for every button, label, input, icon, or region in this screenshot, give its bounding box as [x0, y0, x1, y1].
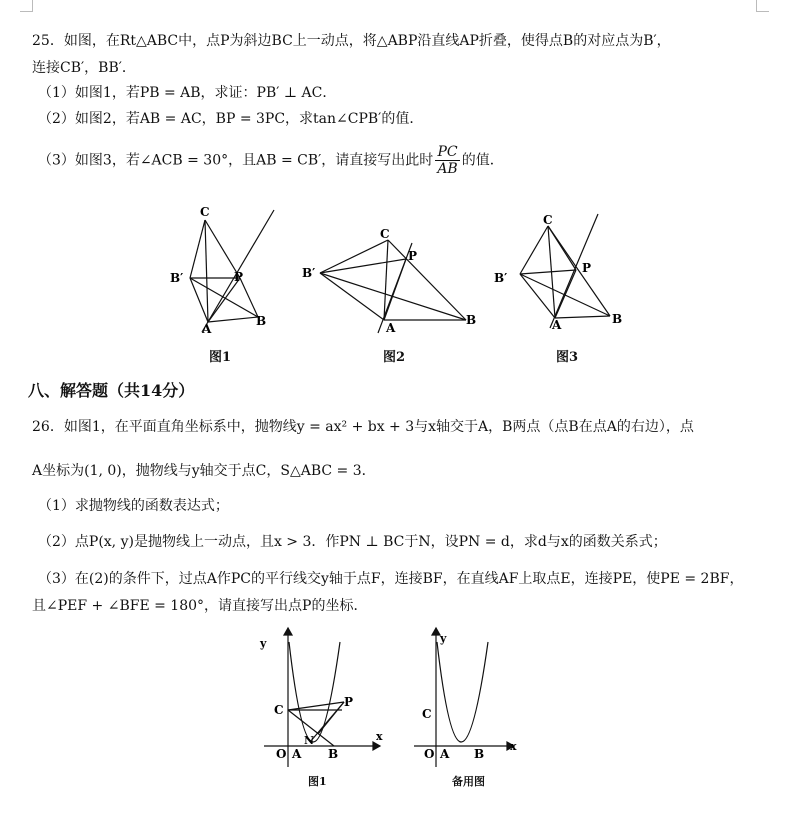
pc-over-ab-fraction — [435, 144, 459, 177]
label-c: C — [274, 703, 284, 717]
q26-part2: （2）点P(x, y)是抛物线上一动点，且x > 3．作PN ⊥ BC于N，设PN = d，求d与x的函数关系式； — [38, 534, 667, 550]
q26-line1: 26．如图1，在平面直角坐标系中，抛物线y = ax² + bx + 3与x轴交于A，B两点（点B在点A的右边），点 — [32, 419, 694, 435]
label-b: B — [612, 312, 623, 326]
q26-part3-line1: （3）在(2)的条件下，过点A作PC的平行线交y轴于点F，连接BF，在直线AF上取点E，连接PE，使PE = 2BF， — [38, 571, 744, 587]
q25-part1: （1）如图1，若PB = AB，求证：PB′ ⊥ AC． — [38, 85, 337, 101]
q25-part2: （2）如图2，若AB = AC，BP = 3PC，求tan∠CPB′的值． — [38, 111, 424, 127]
q25-figure-2-caption: 图2 — [383, 350, 406, 365]
q25-part3 — [38, 144, 504, 177]
label-y: y — [440, 632, 447, 645]
q25-figure-3 — [490, 208, 640, 343]
label-a: A — [440, 747, 450, 761]
label-a: A — [552, 318, 562, 332]
label-c: C — [422, 707, 432, 721]
label-b-prime: B′ — [494, 271, 508, 285]
q26-figure-1-caption: 图1 — [308, 775, 327, 788]
label-o: O — [276, 747, 287, 761]
q25-part3-post: 的值． — [461, 152, 504, 169]
label-c: C — [543, 213, 553, 227]
label-b: B — [474, 747, 485, 761]
page-corner-mark-right — [756, 0, 769, 12]
q25-figure-1 — [150, 200, 290, 350]
q26-line2: A坐标为(1, 0)，抛物线与y轴交于点C，S△ABC = 3． — [32, 463, 376, 479]
fraction-numerator: PC — [435, 144, 459, 161]
label-x: x — [510, 740, 517, 753]
fraction-denominator: AB — [437, 161, 458, 177]
label-a: A — [386, 321, 396, 335]
label-c: C — [200, 205, 210, 219]
label-o: O — [424, 747, 435, 761]
label-p: P — [234, 270, 244, 284]
q25-line1: 25．如图，在Rt△ABC中，点P为斜边BC上一动点，将△ABP沿直线AP折叠，使得点B的对应点为B′， — [32, 33, 671, 49]
label-n: N — [304, 734, 315, 747]
q25-figure-1-caption: 图1 — [209, 350, 232, 365]
label-p: P — [408, 249, 418, 263]
q25-figure-2 — [300, 225, 490, 345]
page-corner-mark-left — [20, 0, 33, 12]
q26-part1: （1）求抛物线的函数表达式； — [38, 498, 229, 514]
label-b: B — [328, 747, 339, 761]
section-8-title: 八、解答题（共14分） — [28, 381, 195, 400]
label-p: P — [344, 695, 354, 709]
label-x: x — [376, 730, 383, 743]
q26-figure-1 — [262, 622, 392, 772]
q26-part3-line2: 且∠PEF + ∠BFE = 180°，请直接写出点P的坐标． — [32, 598, 368, 614]
label-a: A — [292, 747, 302, 761]
label-p: P — [582, 261, 592, 275]
label-y: y — [260, 637, 267, 650]
q25-line2: 连接CB′，BB′． — [32, 60, 136, 76]
label-c: C — [380, 227, 390, 241]
label-a: A — [202, 322, 212, 336]
q26-backup-figure-caption: 备用图 — [452, 775, 485, 788]
label-b-prime: B′ — [170, 271, 184, 285]
label-b: B — [256, 314, 267, 328]
label-b-prime: B′ — [302, 266, 316, 280]
q25-figure-3-caption: 图3 — [556, 350, 579, 365]
label-b: B — [466, 313, 477, 327]
q26-backup-figure — [410, 622, 525, 772]
q25-part3-pre: （3）如图3，若∠ACB = 30°，且AB = CB′，请直接写出此时 — [38, 152, 434, 169]
